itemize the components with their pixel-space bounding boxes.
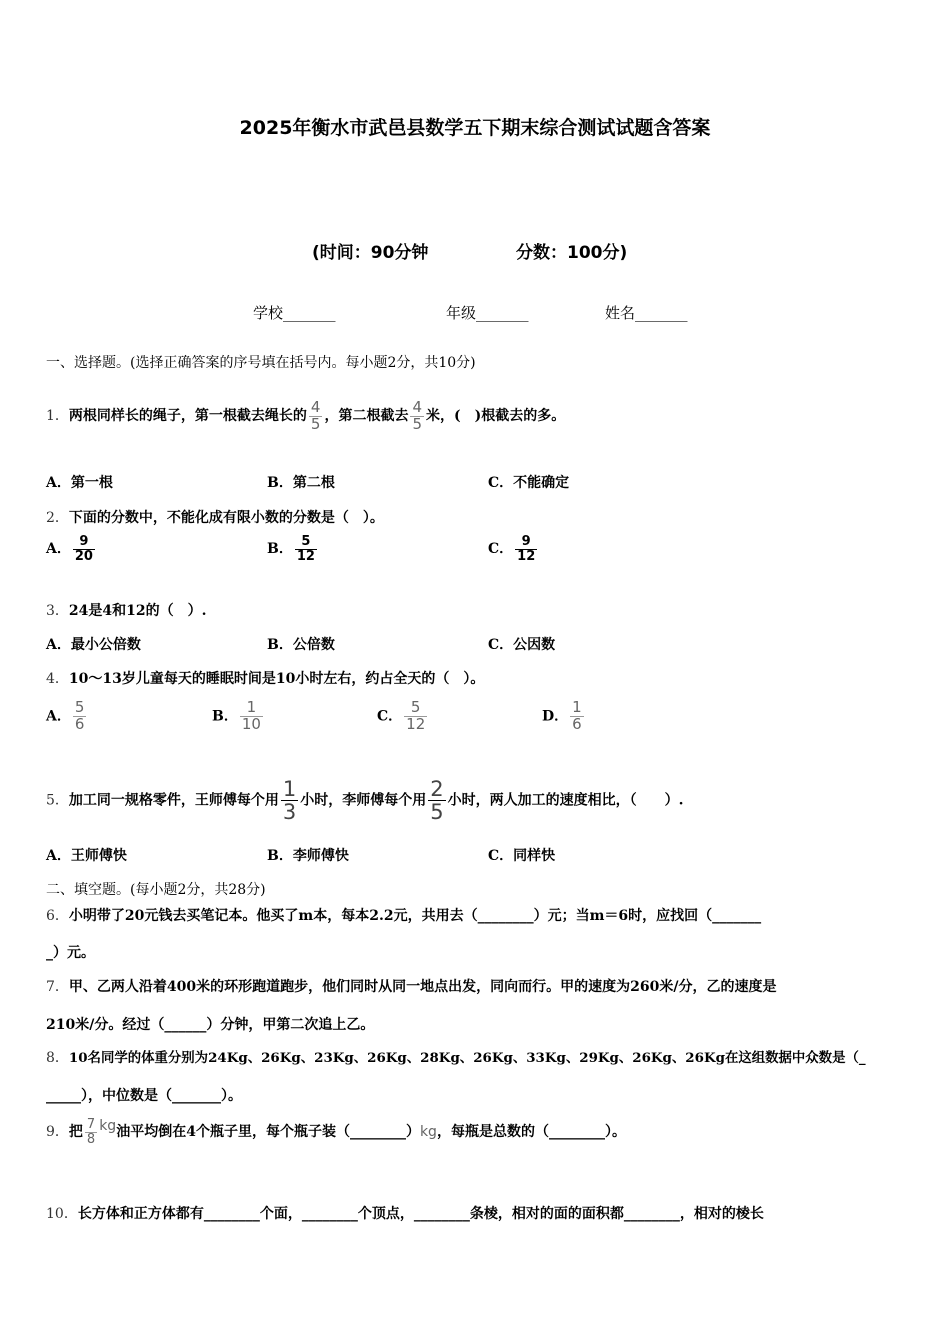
question-text: 长方体和正方体都有________个面，________个顶点，________条棱，相对的面的面积都________，相对的棱长 — [77, 1206, 764, 1222]
question-1 — [46, 386, 565, 446]
section-heading-choice: 一、选择题。(选择正确答案的序号填在括号内。每小题2分，共10分) — [46, 355, 476, 371]
option-a[interactable]: A．王师傅快 — [46, 848, 127, 864]
option-b[interactable]: B． $\frac{5}{12}$ — [267, 534, 315, 564]
unit-kg: kg — [419, 1124, 437, 1141]
fraction: $\frac{9}{20}$ — [74, 534, 93, 564]
question-text: 甲、乙两人沿着400米的环形跑道跑步，他们同时从同一地点出发，同向而行。甲的速度为260米/分，乙的速度是 — [68, 979, 777, 995]
exam-time: (时间：90分钟 — [312, 243, 429, 263]
question-text: 米，( )根截去的多。 — [426, 408, 566, 424]
option-c[interactable]: C．公因数 — [488, 637, 556, 653]
option-a[interactable]: A．最小公倍数 — [46, 637, 141, 653]
fraction: $\frac{9}{12}$ — [517, 534, 536, 564]
fraction: $\frac{1}{3}$ — [282, 777, 297, 825]
fraction: $\frac{5}{12}$ — [296, 534, 315, 564]
question-text: 小时，两人加工的速度相比，（ ）. — [447, 792, 684, 809]
fraction: $\frac{4}{5}$ — [310, 397, 321, 433]
question-text: 加工同一规格零件，王师傅每个用 — [68, 792, 279, 809]
question-text: 小时，李师傅每个用 — [300, 792, 427, 809]
question-number: 1． — [46, 408, 69, 424]
question-8 — [46, 1047, 866, 1067]
page-title: 2025年衡水市武邑县数学五下期末综合测试试题含答案 — [239, 117, 711, 139]
question-number: 8． — [46, 1050, 69, 1066]
question-number: 2． — [46, 510, 69, 526]
grade-field: 年级_______ — [446, 304, 529, 322]
option-b[interactable]: B．李师傅快 — [267, 848, 349, 864]
question-text: 下面的分数中，不能化成有限小数的分数是（ ）。 — [68, 510, 384, 526]
question-text: 210米/分。经过（______）分钟，甲第二次追上乙。 — [46, 1017, 375, 1033]
question-2 — [46, 507, 384, 527]
option-c[interactable]: C． $\frac{5}{12}$ — [377, 698, 426, 733]
fraction: $\frac{5}{12}$ — [406, 698, 426, 733]
question-text: 10名同学的体重分别为24Kg、26Kg、23Kg、26Kg、28Kg、26Kg、33Kg、29Kg、26Kg、26Kg在这组数据中众数是（_ — [68, 1050, 866, 1066]
option-d[interactable]: D． $\frac{1}{6}$ — [542, 698, 582, 733]
fraction: $\frac{7}{8}$ — [86, 1117, 96, 1147]
question-6 — [46, 905, 761, 925]
name-field: 姓名_______ — [605, 304, 688, 322]
question-5 — [46, 778, 684, 823]
fraction: $\frac{2}{5}$ — [430, 777, 444, 825]
question-4 — [46, 668, 484, 688]
fraction: $\frac{5}{6}$ — [74, 698, 85, 733]
question-number: 9． — [46, 1124, 69, 1141]
option-b[interactable]: B． $\frac{1}{10}$ — [212, 698, 261, 733]
fraction: $\frac{4}{5}$ — [412, 397, 423, 433]
question-text: _____），中位数是（_______）。 — [46, 1088, 242, 1104]
option-a[interactable]: A．第一根 — [46, 475, 113, 491]
question-number: 6． — [46, 908, 69, 924]
option-c[interactable]: C．同样快 — [488, 848, 556, 864]
question-text: _）元。 — [46, 945, 95, 961]
question-number: 3． — [46, 603, 69, 619]
unit-kg: kg — [99, 1118, 117, 1134]
fraction: $\frac{1}{6}$ — [572, 698, 582, 733]
school-field: 学校_______ — [253, 304, 336, 322]
question-number: 10． — [46, 1206, 78, 1222]
section-heading-fill: 二、填空题。(每小题2分，共28分) — [46, 882, 266, 898]
fraction: $\frac{1}{10}$ — [241, 698, 261, 733]
question-7 — [46, 976, 776, 996]
option-b[interactable]: B．公倍数 — [267, 637, 335, 653]
question-text: 两根同样长的绳子，第一根截去绳长的 — [68, 408, 307, 424]
question-10 — [46, 1203, 764, 1223]
question-text: 10～13岁儿童每天的睡眠时间是10小时左右，约占全天的（ ）。 — [68, 671, 485, 687]
option-a[interactable]: A． $\frac{9}{20}$ — [46, 534, 93, 564]
option-a[interactable]: A． $\frac{5}{6}$ — [46, 698, 85, 733]
question-text: 油平均倒在4个瓶子里，每个瓶子装（________） — [116, 1124, 420, 1141]
option-b[interactable]: B．第二根 — [267, 475, 335, 491]
question-text: 小明带了20元钱去买笔记本。他买了m本，每本2.2元，共用去（________）元；当m＝6时，应找回（_______ — [68, 908, 762, 924]
question-3 — [46, 600, 207, 620]
question-number: 4． — [46, 671, 69, 687]
question-text: ，每瓶是总数的（________）。 — [436, 1124, 626, 1141]
question-text: 把 — [68, 1124, 83, 1141]
question-text: ，第二根截去 — [324, 408, 409, 424]
exam-score: 分数：100分) — [516, 243, 628, 263]
option-c[interactable]: C．不能确定 — [488, 475, 570, 491]
question-number: 5． — [46, 792, 69, 809]
question-9 — [46, 1118, 626, 1146]
option-c[interactable]: C． $\frac{9}{12}$ — [488, 534, 536, 564]
question-number: 7． — [46, 979, 69, 995]
question-text: 24是4和12的（ ）. — [68, 603, 207, 619]
